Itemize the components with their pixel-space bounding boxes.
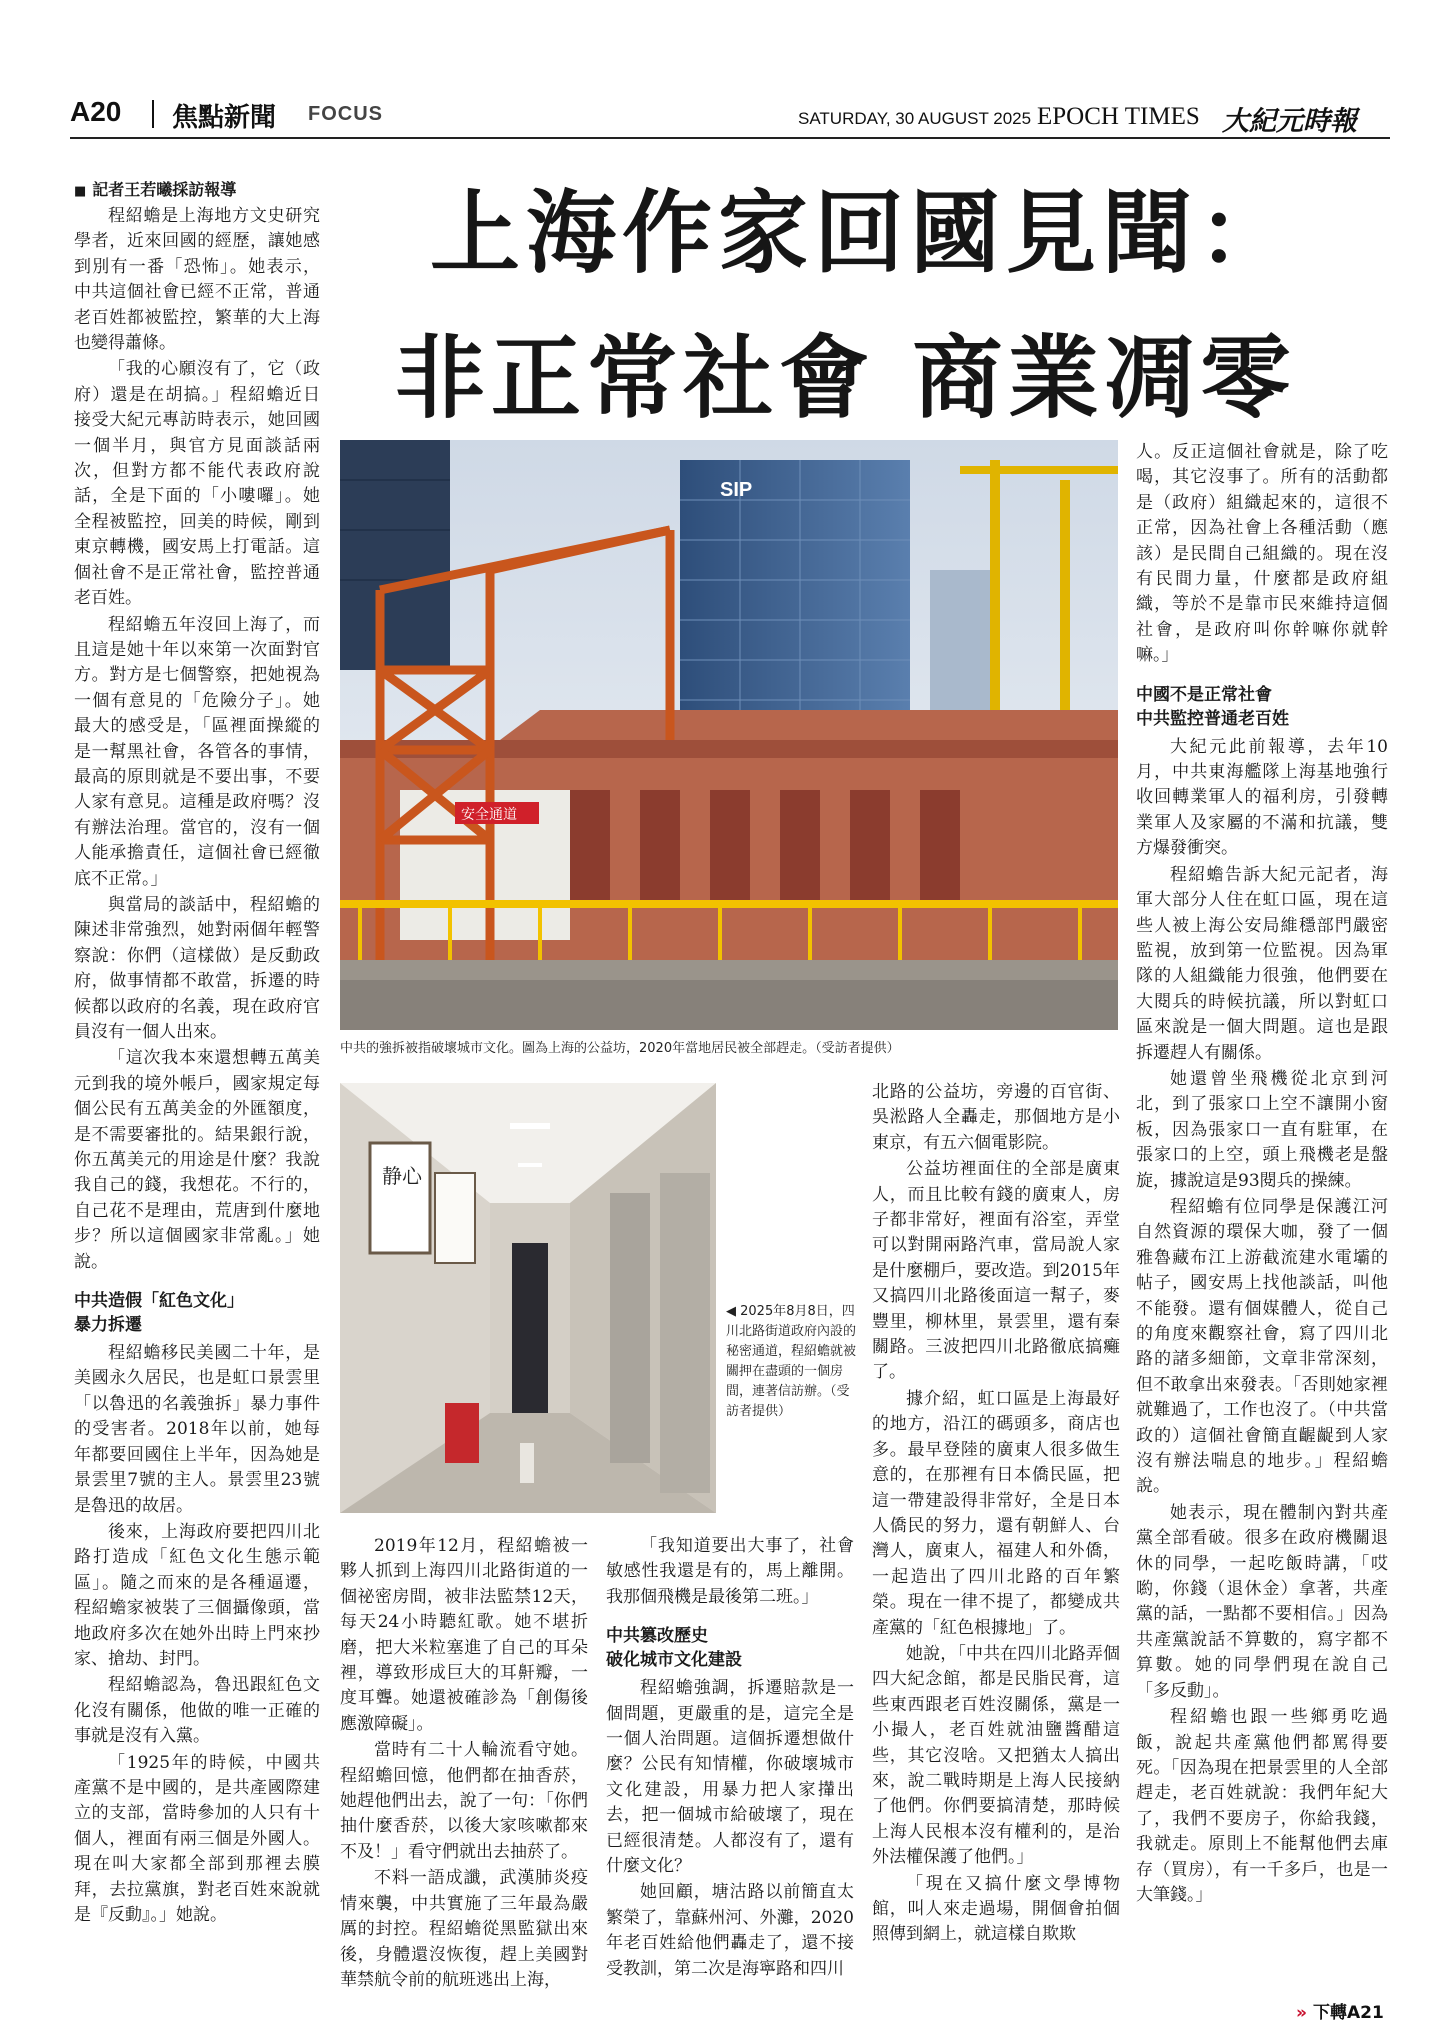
paragraph: 北路的公益坊，旁邊的百官街、吳淞路人全轟走，那個地方是小東京，有五六個電影院。	[872, 1082, 1120, 1153]
paragraph: 「我知道要出大事了，社會敏感性我還是有的，馬上離開。我那個飛機是最後第二班。」	[606, 1536, 854, 1607]
paragraph: 她說，「中共在四川北路弄個四大紀念館，都是民脂民膏，這些東西跟老百姓沒關係，黨是一小撮人，老百姓就油鹽醬醋這些，其它沒啥。又把猶太人搞出來，說二戰時期是上海人民接納了他們。你們要搞清楚，那時候上海人民根本沒有權利的，是治外法權保護了他們。」	[872, 1643, 1120, 1868]
article-column-5	[1136, 440, 1388, 1909]
article-column-4	[872, 1080, 1120, 1949]
issue-date: SATURDAY, 30 AUGUST 2025	[798, 109, 1032, 128]
paper-name-en: EPOCH TIMES	[1037, 103, 1200, 130]
subheading: 中共篡改歷史 破化城市文化建設	[606, 1626, 742, 1671]
section-name-en: FOCUS	[308, 103, 383, 125]
paragraph: 程紹蟾強調，拆遷賠款是一個問題，更嚴重的是，這完全是一個人治問題。這個拆遷想做什麼？公民有知情權，你破壞城市文化建設，用暴力把人家攆出去，把一個城市給破壞了，現在已經很清楚。人都沒有了，還有什麼文化？	[606, 1678, 854, 1877]
subheading: 中國不是正常社會 中共監控普通老百姓	[1136, 684, 1289, 729]
header-divider	[152, 100, 154, 128]
paragraph: 程紹蟾也跟一些鄉勇吃過飯，說起共產黨他們都罵得要死。「因為現在把景雲里的人全部趕走，老百姓就說：我們年紀大了，我們不要房子，你給我錢，我就走。原則上不能幫他們去庫存（買房），有一千多戶，也是一大筆錢。」	[1136, 1707, 1388, 1905]
photo-demolition-site	[340, 440, 1118, 1030]
paragraph: 程紹蟾告訴大紀元記者，海軍大部分人住在虹口區，現在這些人被上海公安局維穩部門嚴密監視，放到第一位監視。因為軍隊的人組織能力很強，他們要在大閱兵的時候抗議，所以對虹口區來說是一個大問題。這也是跟拆遷趕人有關係。	[1136, 864, 1388, 1063]
article-column-1	[74, 178, 320, 1929]
continued-label: 下轉A21	[1312, 2003, 1384, 2023]
photo-caption: 中共的強拆被指破壞城市文化。圖為上海的公益坊，2020年當地居民被全部趕走。（受訪者提供）	[340, 1041, 900, 1056]
article-column-2	[340, 1534, 588, 1994]
article-column-3	[606, 1534, 854, 1983]
safety-sign: 安全通道	[461, 807, 517, 823]
paragraph: 當時有二十人輪流看守她。程紹蟾回憶，他們都在抽香菸，她趕他們出去，說了一句：「你們抽什麼香菸，以後大家咳嗽都來不及！」看守們就出去抽菸了。	[340, 1740, 588, 1862]
photo-secret-corridor	[340, 1083, 716, 1513]
paragraph: 人。反正這個社會就是，除了吃喝，其它沒事了。所有的活動都是（政府）組織起來的，這很不正常，因為社會上各種活動（應該）是民間自己組織的。現在沒有民間力量，什麼都是政府組織，等於不是靠市民來維持這個社會，是政府叫你幹嘛你就幹嘛。」	[1136, 442, 1388, 666]
paragraph: 她還曾坐飛機從北京到河北，到了張家口上空不讓開小窗板，因為張家口一直有駐軍，在張家口的上空，頭上飛機老是盤旋，據說這是93閱兵的操練。	[1136, 1068, 1388, 1191]
subheading: 中共造假「紅色文化」 暴力拆遷	[74, 1291, 244, 1336]
building-sign: SIP	[720, 479, 753, 501]
double-chevron-right-icon: »	[1296, 2003, 1307, 2023]
header-rule	[70, 137, 1390, 139]
paragraph: 2019年12月，程紹蟾被一夥人抓到上海四川北路街道的一個祕密房間，被非法監禁12天，每天24小時聽紅歌。她不堪折磨，把大米粒塞進了自己的耳朵裡，導致形成巨大的耳鼾瓣，一度耳聾。她還被確診為「創傷後應激障礙」。	[340, 1536, 588, 1734]
paragraph: 公益坊裡面住的全部是廣東人，而且比較有錢的廣東人，房子都非常好，裡面有浴室，弄堂可以對開兩路汽車，當局說人家是什麼棚戶，要改造。到2015年又搞四川北路後面這一幫子，麥豐里，柳林里，景雲里，還有秦關路。三波把四川北路徹底搞癱了。	[872, 1159, 1120, 1383]
paragraph: 後來，上海政府要把四川北路打造成「紅色文化生態示範區」。隨之而來的是各種逼遷，程紹蟾家被裝了三個攝像頭，當地政府多次在她外出時上門來抄家、搶劫、封門。	[74, 1521, 320, 1669]
byline: ■ 記者王若曦採訪報導	[74, 178, 320, 204]
calligraphy-scroll: 静心	[382, 1164, 422, 1188]
paragraph: 程紹蟾五年沒回上海了，而且這是她十年以來第一次面對官方。對方是七個警察，把她視為一個有意見的「危險分子」。她最大的感受是，「區裡面操縱的是一幫黑社會，各管各的事情，最高的原則就是不要出事，不要人家有意見。這種是政府嗎？沒有辦法治理。當官的，沒有一個人能承擔責任，這個社會已經徹底不正常。」	[74, 614, 320, 889]
headline-line-1: 上海作家回國見聞：	[430, 180, 1294, 286]
paragraph: 大紀元此前報導，去年10月，中共東海艦隊上海基地強行收回轉業軍人的福利房，引發轉業軍人及家屬的不滿和抗議，雙方爆發衝突。	[1136, 736, 1388, 859]
paragraph: 「1925年的時候，中國共產黨不是中國的，是共產國際建立的支部，當時參加的人只有十個人，裡面有兩三個是外國人。現在叫大家都全部到那裡去膜拜，去拉黨旗，對老百姓來說就是『反動』。」她說。	[74, 1752, 320, 1925]
headline-line-2: 非正常社會 商業凋零	[395, 325, 1297, 431]
photo-demolition-site-image	[340, 440, 1118, 1030]
section-name: 焦點新聞	[172, 103, 277, 133]
paragraph: 程紹蟾移民美國二十年，是美國永久居民，也是虹口景雲里「以魯迅的名義強拆」暴力事件的受害者。2018年以前，她每年都要回國住上半年，因為她是景雲里7號的主人。景雲里23號是魯迅的故居。	[74, 1343, 320, 1516]
paragraph: 「這次我本來還想轉五萬美元到我的境外帳戶，國家規定每個公民有五萬美金的外匯額度，是不需要審批的。結果銀行說，你五萬美元的用途是什麼？我說我自己的錢，我想花。不行的，自己花不是理由，荒唐到什麼地步？所以這個國家非常亂。」她說。	[74, 1048, 320, 1272]
paper-logo: 大紀元時報	[1222, 106, 1357, 137]
paragraph: 程紹蟾認為，魯迅跟紅色文化沒有關係，他做的唯一正確的事就是沒有入黨。	[74, 1675, 320, 1747]
paragraph: 據介紹，虹口區是上海最好的地方，沿江的碼頭多，商店也多。最早登陸的廣東人很多做生意的，在那裡有日本僑民區，把這一帶建設得非常好，全是日本人僑民的努力，還有朝鮮人、台灣人，廣東人，福建人和外僑，一起造出了四川北路的百年繁榮。現在一律不提了，都變成共產黨的「紅色根據地」了。	[872, 1388, 1120, 1638]
paragraph: 程紹蟾是上海地方文史研究學者，近來回國的經歷，讓她感到別有一番「恐怖」。她表示，中共這個社會已經不正常，普通老百姓都被監控，繁華的大上海也變得蕭條。	[74, 206, 320, 354]
continued-link[interactable]	[1296, 1998, 1384, 2023]
paragraph: 她回顧，塘沽路以前簡直太繁榮了，靠蘇州河、外灘，2020年老百姓給他們轟走了，還不接受教訓，第二次是海寧路和四川	[606, 1882, 854, 1979]
paragraph: 程紹蟾有位同學是保護江河自然資源的環保大咖，發了一個雅魯藏布江上游截流建水電壩的帖子，國安馬上找他談話，叫他不能發。還有個媒體人，從自己的角度來觀察社會，寫了四川北路的諸多細節，文章非常深刻，但不敢拿出來發表。「否則她家裡就難過了，工作也沒了。（中共當政的）這個社會簡直齷齪到人家沒有辦法喘息的地步。」程紹蟾說。	[1136, 1196, 1388, 1497]
paragraph: 不料一語成讖，武漢肺炎疫情來襲，中共實施了三年最為嚴厲的封控。程紹蟾從黑監獄出來後，身體還沒恢復，趕上美國對華禁航令前的航班逃出上海，	[340, 1868, 588, 1990]
photo-caption-secondary: ◀ 2025年8月8日，四川北路街道政府內設的秘密通道，程紹蟾就被關押在盡頭的一個房間，連著信訪辦。（受訪者提供）	[726, 1304, 857, 1419]
paragraph: 「現在又搞什麼文學博物館，叫人來走過場，開個會拍個照傳到網上，就這樣自欺欺	[872, 1873, 1120, 1945]
paragraph: 「我的心願沒有了，它（政府）還是在胡搞。」程紹蟾近日接受大紀元專訪時表示，她回國一個半月，與官方見面談話兩次，但對方都不能代表政府說話，全是下面的「小嘍囉」。她全程被監控，回美的時候，剛到東京轉機，國安馬上打電話。這個社會不是正常社會，監控普通老百姓。	[74, 359, 320, 609]
photo-secret-corridor-image	[340, 1083, 716, 1513]
page-number: A20	[70, 96, 122, 127]
paragraph: 她表示，現在體制內對共產黨全部看破。很多在政府機關退休的同學，一起吃飯時講，「哎喲，你錢（退休金）拿著，共產黨的話，一點都不要相信。」因為共產黨說話不算數的，寫字都不算數。她的同學們現在說自己「多反動」。	[1136, 1502, 1388, 1701]
paragraph: 與當局的談話中，程紹蟾的陳述非常強烈，她對兩個年輕警察說：你們（這樣做）是反動政府，做事情都不敢當，拆遷的時候都以政府的名義，現在政府官員沒有一個人出來。	[74, 894, 320, 1042]
